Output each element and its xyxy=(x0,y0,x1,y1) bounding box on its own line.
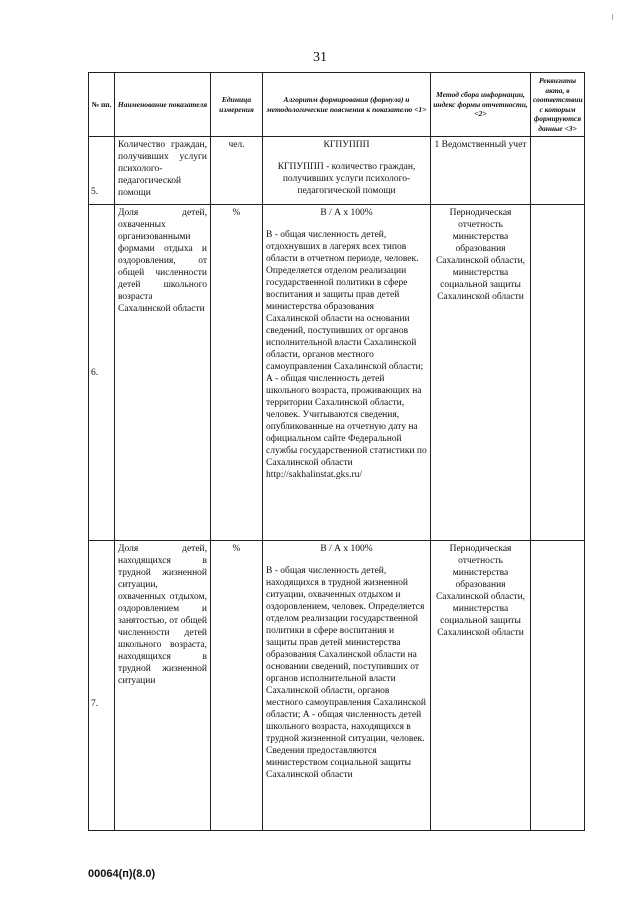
header-name: Наименование показателя xyxy=(115,73,211,137)
act-requisites xyxy=(531,137,585,205)
indicator-unit: чел. xyxy=(211,137,263,205)
formula: КГПУППП xyxy=(323,140,370,150)
table-row xyxy=(89,541,585,831)
header-unit: Единица измерения xyxy=(211,73,263,137)
formula: В / А х 100% xyxy=(320,208,373,218)
formula: В / А х 100% xyxy=(320,544,373,554)
row-number: 6. xyxy=(89,205,115,541)
formula-description: В - общая численность детей, отдохнувших в лагерях всех типов области в отчетном периоде, человек. Определяется отделом реализации государственной политики в сфере воспитания и защиты прав детей министерства образования Сахалинской области на основании сведений, поступивших от органов исполнительной власти Сахалинской области, органов местного самоуправления Сахалинской области; А - общая численность детей школьного возраста, проживающих на территории Сахалинской области, человек. Учитываются сведения, опубликованные на отчетную дату на официальном сайте Федеральной службы государственной статистики по Сахалинской области http://sakhalinstat.gks.ru/ xyxy=(266,230,427,480)
row-number: 5. xyxy=(89,137,115,205)
table-header-row xyxy=(89,73,585,137)
collection-method: 1 Ведомственный учет xyxy=(431,137,531,205)
header-requisites: Реквизиты акта, в соответствии с которым формируются данные <3> xyxy=(531,73,585,137)
act-requisites xyxy=(531,541,585,831)
document-code: 00064(п)(8.0) xyxy=(88,868,156,880)
row-number: 7. xyxy=(89,541,115,831)
formula-description: В - общая численность детей, находящихся в трудной жизненной ситуации, охваченных отдыхом и оздоровлением, человек. Определяется отделом реализации государственной политики в сфере воспитания и защиты прав детей министерства образования Сахалинской области на основании сведений, поступивших от органов исполнительной власти Сахалинской области, органов местного самоуправления Сахалинской области; А - общая численность детей школьного возраста, находящихся в трудной жизненной ситуации, человек. Сведения предоставляются министерством социальной защиты Сахалинской области xyxy=(266,566,427,780)
header-method: Метод сбора информации, индекс формы отчетности, <2> xyxy=(431,73,531,137)
indicator-algorithm xyxy=(263,205,431,541)
indicator-unit: % xyxy=(211,205,263,541)
scan-mark xyxy=(612,14,613,20)
indicator-algorithm xyxy=(263,541,431,831)
indicator-unit: % xyxy=(211,541,263,831)
formula-description: КГПУППП - количество граждан, получивших услуги психолого-педагогической помощи xyxy=(277,162,416,196)
indicator-name: Доля детей, находящихся в трудной жизненной ситуации, охваченных отдыхом, оздоровлением и занятостью, от общей численности детей школьного возраста, находящихся в трудной жизненной ситуации xyxy=(115,541,211,831)
header-num: № пп. xyxy=(89,73,115,137)
indicator-name: Доля детей, охваченных организованными формами отдыха и оздоровления, от общей численности детей школьного возраста Сахалинской области xyxy=(115,205,211,541)
act-requisites xyxy=(531,205,585,541)
indicator-algorithm xyxy=(263,137,431,205)
collection-method: Периодическая отчетность министерства образования Сахалинской области, министерства социальной защиты Сахалинской области xyxy=(431,541,531,831)
table-row xyxy=(89,205,585,541)
page-number: 31 xyxy=(313,50,327,65)
indicators-table xyxy=(88,72,585,831)
indicator-name: Количество граждан, получивших услуги психолого-педагогической помощи xyxy=(115,137,211,205)
header-algorithm: Алгоритм формирования (формула) и методологические пояснения к показателю <1> xyxy=(263,73,431,137)
collection-method: Периодическая отчетность министерства образования Сахалинской области, министерства социальной защиты Сахалинской области xyxy=(431,205,531,541)
table-row xyxy=(89,137,585,205)
